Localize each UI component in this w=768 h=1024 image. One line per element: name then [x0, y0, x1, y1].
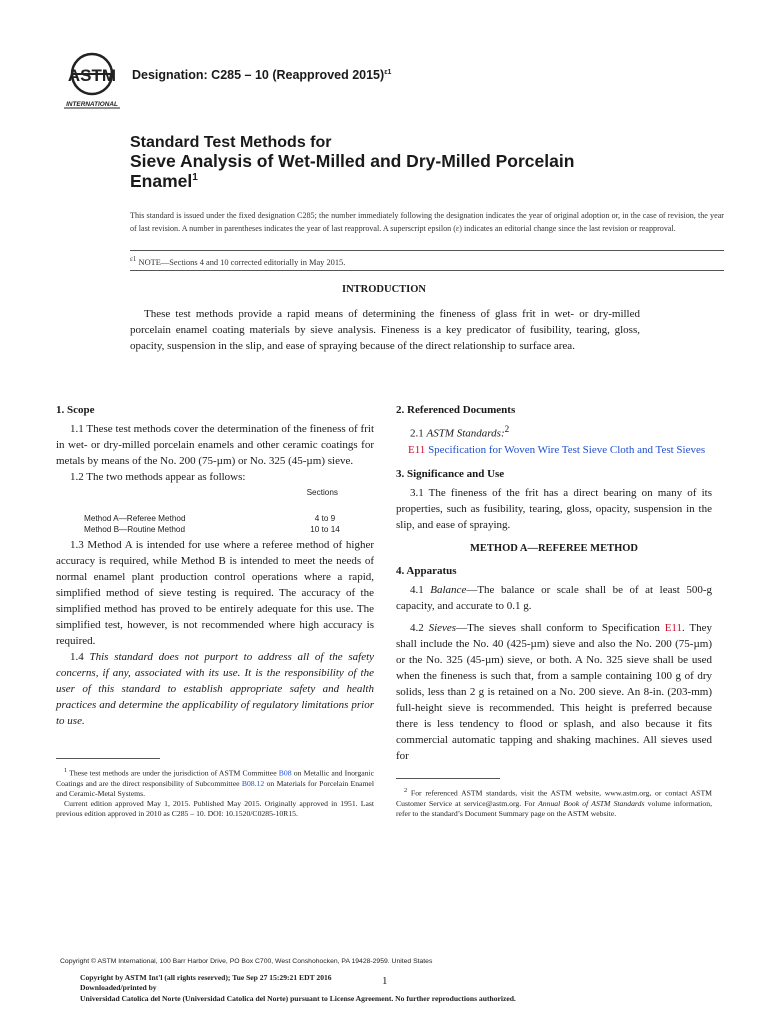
sections-table — [56, 487, 374, 535]
editorial-note — [130, 255, 345, 267]
divider — [130, 270, 724, 271]
table-cell-method-a: Method A—Referee Method — [84, 514, 186, 523]
paragraph-4-2-num: 4.2 — [410, 621, 429, 634]
copyright-line: Copyright © ASTM International, 100 Barr Harbor Drive, PO Box C700, West Conshohocken, PA 19428-2959. United States — [60, 958, 433, 965]
reference-e11[interactable] — [396, 442, 712, 458]
paragraph-4-2-part-b: . They shall include the No. 40 (425-µm) sieve and also the No. 200 (75-µm) or the No. 325 (45-µm) sieve, or both. A No. 325 sieve shall be used when the fineness is such that, from a sample containing 100 g of dry solids, less than 2 g is retained on a No. 200 sieve. An 8-in. (203-mm) full-height sieve is recommended. This height is preferred because there is less tendency to flood or splash, and also because it fits commercial automatic tapping and shaking machines. All sieves used for — [396, 621, 713, 762]
reference-e11-title[interactable]: Specification for Woven Wire Test Sieve Cloth and Test Sieves — [425, 443, 706, 456]
introduction-heading: INTRODUCTION — [341, 284, 426, 295]
annual-book-title: Annual Book of ASTM Standards — [538, 798, 645, 808]
balance-term: Balance — [430, 583, 467, 596]
footnote-divider — [56, 758, 160, 759]
paragraph-4-2-part-a: —The sieves shall conform to Specification — [456, 621, 665, 634]
designation — [132, 68, 391, 82]
footnote-2 — [396, 786, 712, 819]
footnote-2-part-b: volume information, refer to the standard’s Document Summary page on the ASTM website. — [396, 798, 712, 818]
table-header-row — [56, 487, 374, 498]
paragraph-4-1-num: 4.1 — [410, 583, 431, 596]
paragraph-1-1: 1.1 These test methods cover the determination of the fineness of frit in wet- or dry-milled porcelain enamels and other ceramic coatings for metals by means of the No. 200 (75-µm) or No. 325 (45-µm) sieve. — [56, 423, 374, 467]
footnote-1-part-a: These test methods are under the jurisdiction of ASTM Committee — [67, 768, 279, 778]
astm-standards-label: ASTM Standards: — [426, 427, 505, 440]
issue-note: This standard is issued under the fixed designation C285; the number immediately following the designation indicates the year of original adoption or, in the case of revision, the year of last revision. A number in parentheses indicates the year of last reapproval. A superscript epsilon (ε) indicates an editorial change since the last revision or reapproval. — [130, 211, 724, 233]
paragraph-1-3: 1.3 Method A is intended for use where a referee method of higher accuracy is required, while Method B is intended to meet the needs of normal enamel plant production control operations where a rapid, simplified method of sieve testing is required. The accuracy of the simplified method has proved to be entirely adequate for this use. The simplified test, however, is not recommended where high accuracy is required. — [56, 539, 374, 647]
table-header: Sections — [306, 488, 338, 497]
committee-b08-link[interactable]: B08 — [278, 768, 292, 778]
footnote-1-text — [56, 766, 374, 799]
introduction-text: These test methods provide a rapid means of determining the fineness of glass frit in wet- or dry-milled porcelain enamel coating materials by sieve analysis. Fineness is a key predicator of fusibility, tearing, gloss, opacity, suspension in the slip, and ease of spraying because of the direct relationship to surface area. — [130, 308, 640, 352]
footnote-2-num: 2 — [404, 787, 408, 794]
table-row — [56, 513, 374, 524]
footnote-2-ref: 2 — [504, 424, 510, 434]
right-column — [396, 402, 712, 764]
paragraph-1-4-italic: This standard does not purport to address all of the safety concerns, if any, associated with its use. It is the responsibility of the user of this standard to establish appropriate safety and health practices and determine the applicability of regulatory limitations prior to use. — [56, 651, 375, 727]
license-line-2: Downloaded/printed by — [80, 983, 157, 993]
table-cell-method-b: Method B—Routine Method — [84, 525, 186, 534]
title-line-2: Sieve Analysis of Wet-Milled and Dry-Milled Porcelain — [130, 151, 575, 172]
designation-sup: ε1 — [384, 68, 392, 76]
footnote-2-text — [396, 786, 712, 819]
astm-logo — [60, 48, 124, 112]
license-line-1: Copyright by ASTM Int'l (all rights reserved); Tue Sep 27 15:29:21 EDT 2016 — [80, 973, 332, 982]
footnote-1-edition: Current edition approved May 1, 2015. Published May 2015. Originally approved in 1951. Last previous edition approved in 2010 as C285 – 10. DOI: 10.1520/C0285-10R15. — [56, 799, 374, 819]
editorial-note-sup: ε1 — [130, 255, 137, 263]
footnote-2-part-a: For referenced ASTM standards, visit the ASTM website, www.astm.org, or contact ASTM Customer Service at service@astm.org. For — [396, 788, 712, 808]
paragraph-4-1 — [396, 582, 712, 614]
table-row — [56, 524, 374, 535]
table-cell-method-b-sections: 10 to 14 — [310, 525, 340, 534]
editorial-note-text: NOTE—Sections 4 and 10 corrected editorially in May 2015. — [136, 257, 346, 267]
footnote-1-num: 1 — [64, 767, 68, 774]
subcommittee-b08-12-link[interactable]: B08.12 — [241, 778, 265, 788]
title-footnote-ref: 1 — [192, 172, 198, 184]
title-line-3-text: Enamel — [130, 171, 193, 192]
designation-text: Designation: C285 – 10 (Reapproved 2015) — [132, 68, 385, 82]
title-line-1: Standard Test Methods for — [130, 134, 332, 151]
astm-logo-icon — [60, 48, 124, 112]
license-line-3: Universidad Catolica del Norte (Universidad Catolica del Norte) pursuant to License Agreement. No further reproductions authorized. — [80, 993, 516, 1003]
svg-text:ASTM: ASTM — [67, 66, 117, 85]
reference-e11-code[interactable]: E11 — [408, 443, 426, 456]
apparatus-heading: 4. Apparatus — [396, 564, 457, 577]
paragraph-2-1-num: 2.1 — [410, 427, 427, 440]
footnote-1-part-c: on Materials for Porcelain Enamel and Ceramic-Metal Systems. — [56, 778, 374, 798]
footnote-1-part-b: on Metallic and Inorganic Coatings and are the direct responsibility of Subcommittee — [56, 768, 374, 788]
referenced-documents-heading: 2. Referenced Documents — [396, 404, 516, 416]
page-number: 1 — [382, 975, 388, 987]
paragraph-2-1 — [396, 421, 712, 442]
scope-heading: 1. Scope — [56, 404, 95, 416]
left-column — [56, 402, 374, 729]
paragraph-3-1: 3.1 The fineness of the frit has a direct bearing on many of its properties, such as fusibility, tearing, gloss, opacity, suspension in the slip, and ease of spraying. — [396, 486, 712, 531]
table-cell-method-a-sections: 4 to 9 — [314, 514, 336, 523]
paragraph-1-4-num: 1.4 — [70, 651, 90, 663]
paragraph-4-1-text: —The balance or scale shall be of at least 500-g capacity, and accurate to 0.1 g. — [396, 583, 712, 612]
footnote-1 — [56, 766, 374, 820]
footnote-divider — [396, 778, 500, 779]
svg-text:INTERNATIONAL: INTERNATIONAL — [66, 101, 118, 108]
paragraph-4-2 — [396, 620, 712, 764]
sieves-term: Sieves — [428, 621, 457, 634]
document-title — [130, 134, 650, 192]
license-notice — [80, 973, 516, 1004]
e11-link[interactable]: E11 — [664, 621, 683, 634]
title-line-3 — [130, 172, 650, 192]
divider — [130, 250, 724, 251]
method-a-heading: METHOD A—REFEREE METHOD — [469, 542, 638, 554]
paragraph-1-2: 1.2 The two methods appear as follows: — [70, 471, 246, 483]
paragraph-1-4 — [56, 649, 374, 729]
significance-heading: 3. Significance and Use — [396, 467, 505, 480]
